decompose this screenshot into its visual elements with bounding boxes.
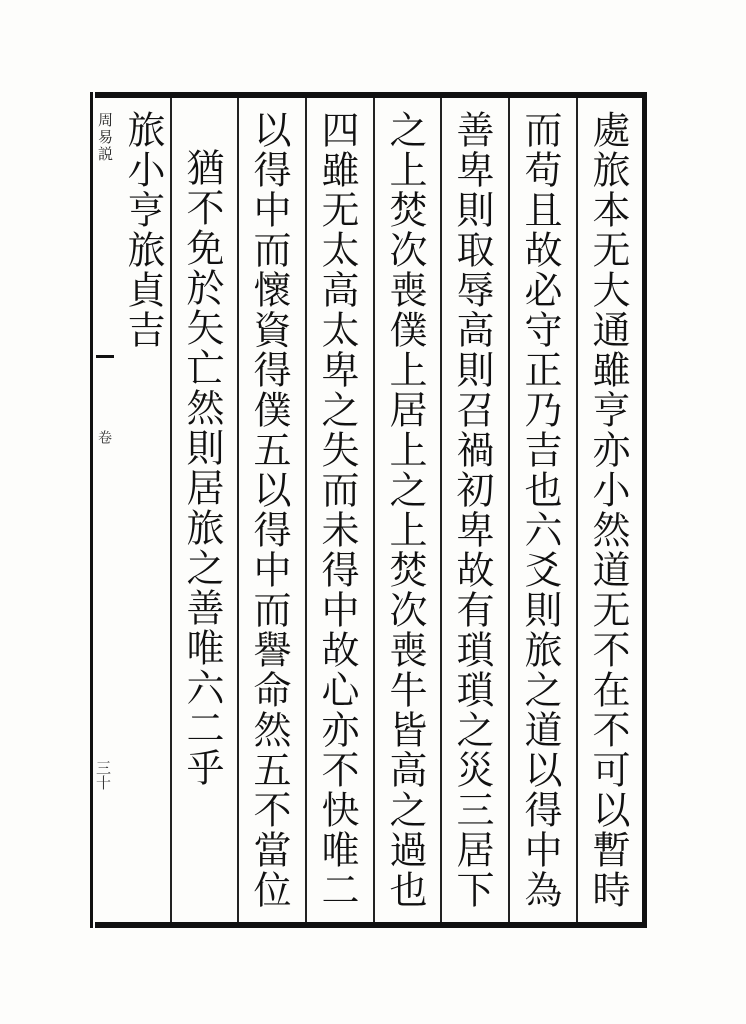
column-divider [373,98,375,922]
text-column-7: 猶不免於矢亡然則居旅之善唯六二乎 [180,148,224,788]
column-divider [576,98,578,922]
text-column-1: 處旅本无大通雖亨亦小然道无不在不可以暫時 [586,110,630,910]
text-column-2: 而苟且故必守正乃吉也六爻則旅之道以得中為 [518,110,562,910]
text-column-4: 之上焚次喪僕上居上之上焚次喪牛皆高之過也 [383,110,427,910]
margin-strip [90,92,118,928]
column-divider [508,98,510,922]
margin-title: 卷 [96,430,112,445]
margin-page-number: 三十 [94,760,112,790]
column-divider [440,98,442,922]
column-divider [170,98,172,922]
margin-header: 周易説 [96,112,114,163]
text-column-8: 旅小亨旅貞吉 [121,110,165,350]
text-column-6: 以得中而懷資得僕五以得中而譽命然五不當位 [247,110,291,910]
text-column-3: 善卑則取辱高則召禍初卑故有瑣瑣之災三居下 [450,110,494,910]
fish-tail-mark [96,355,114,369]
text-column-5: 四雖无太高太卑之失而未得中故心亦不快唯二 [315,110,359,910]
column-divider [237,98,239,922]
column-divider [305,98,307,922]
